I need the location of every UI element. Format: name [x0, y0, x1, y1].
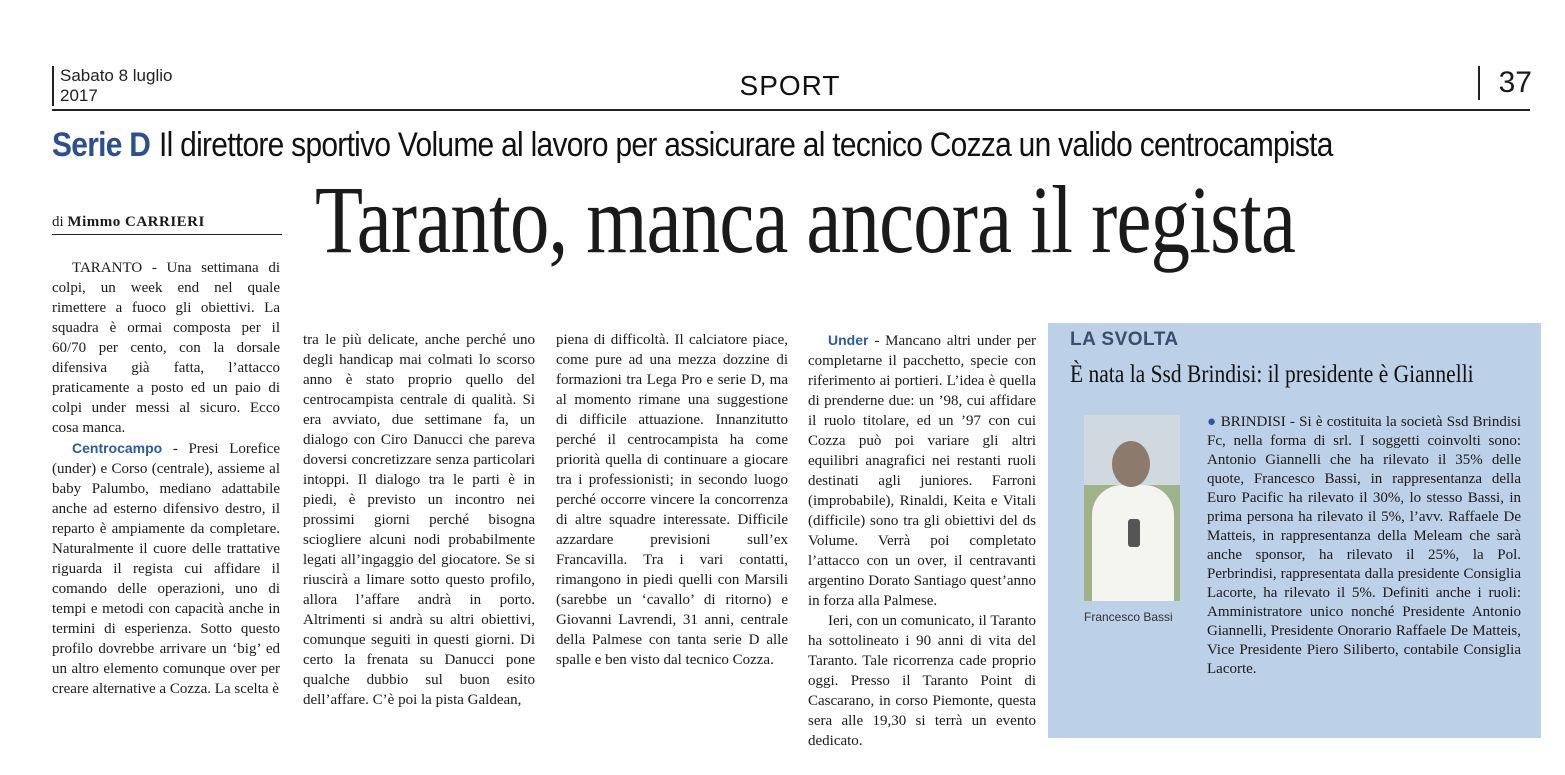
paragraph-2-text: - Presi Lorefice (under) e Corso (centrale), assieme al baby Palumbo, mediano adattabile anche ad esterno difensivo destro, il reparto è ampiamente da completare. Naturalmente il cuore delle trattative riguarda il regista cui affidare il comando delle operazioni, uno di tempi e metodi con capacità anche in termini di esperienza. Sotto questo profilo dovrebbe arrivare un ‘big’ ed un altro elemento comunque over per creare alternative a Cozza. La scelta è: [52, 441, 280, 697]
byline: [52, 214, 282, 235]
byline-prefix: di: [52, 214, 64, 230]
byline-author: Mimmo CARRIERI: [67, 214, 205, 230]
page-number: 37: [1478, 66, 1534, 100]
photo-caption: Francesco Bassi: [1084, 610, 1173, 624]
paragraph-4: Ieri, con un comunicato, il Taranto ha sottolineato i 90 anni di vita del Taranto. Tale ricorrenza cade proprio oggi. Presso il Taranto Point di Cascarano, in corso Piemonte, questa sera alle 19,30 si terrà un evento dedicato.: [808, 613, 1036, 749]
article-column-3: [556, 330, 788, 670]
paragraph-1: TARANTO - Una settimana di colpi, un week end nel quale rimettere a fuoco gli obiettivi. La squadra è ormai composta per il 60/70 per cento, con la dorsale difensiva già fatta, l’attacco praticamente a posto ed un paio di colpi under messi al sicuro. Ecco cosa manca.: [52, 260, 280, 436]
kicker-text: Il direttore sportivo Volume al lavoro per assicurare al tecnico Cozza un valido centrocampista: [158, 126, 1333, 164]
section-label: SPORT: [739, 70, 841, 101]
sidebar-title: È nata la Ssd Brindisi: il presidente è Giannelli: [1070, 361, 1474, 388]
subhead-under: Under: [828, 332, 869, 348]
kicker: [52, 126, 1363, 165]
section-title: [700, 70, 880, 102]
photo-sunglasses: [1128, 519, 1140, 547]
subhead-centrocampo: Centrocampo: [72, 440, 163, 456]
sidebar-label: LA SVOLTA: [1070, 329, 1179, 350]
sidebar-box: [1048, 323, 1541, 738]
header-rule: [52, 109, 1530, 111]
photo-head: [1112, 441, 1150, 487]
sidebar-body: [1207, 413, 1521, 679]
paragraph-2: [52, 438, 280, 699]
bullet-icon: ●: [1207, 414, 1217, 430]
sidebar-body-text: BRINDISI - Si è costituita la società Ssd Brindisi Fc, nella forma di srl. I soggetti coinvolti sono: Antonio Giannelli che ha rilevato il 35% delle quote, Francesco Bassi, in rappresentanza della Euro Pacific ha rilevato il 30%, lo stesso Bassi, in prima persona ha rilevato il 5%, l’avv. Raffaele De Matteis, in rappresentanza della Meleam che sarà anche sponsor, ha rilevato il 25%, la Pol. Perbrindisi, rappresentata dalla presidente Consiglia Lacorte, ha rilevato il 5%. Definiti anche i ruoli: Amministratore unico nonché Presidente Antonio Giannelli, Presidente Onorario Raffaele De Matteis, Vice Presidente Piero Siliberto, contabile Consiglia Lacorte.: [1207, 414, 1521, 677]
kicker-tag: Serie D: [52, 126, 151, 164]
article-column-4: [808, 330, 1036, 751]
date-line-1: Sabato 8 luglio: [60, 66, 173, 85]
date-line-2: 2017: [60, 86, 98, 105]
paragraph-2-continued: piena di difficoltà. Il calciatore piace, come pure ad una mezza dozzine di formazioni tra Lega Pro e serie D, ma al momento rimane una suggestione di difficile attuazione. Innanzitutto perché il centrocampista ha come priorità quella di continuare a giocare tra i professionisti; in secondo luogo perché occorre vincere la concorrenza di altre squadre interessate. Difficile azzardare previsioni sull’ex Francavilla. Tra i vari contatti, rimangono in piedi quelli con Marsili (sarebbe un ‘cavallo’ di ritorno) e Giovanni Lavrendi, 31 anni, centrale della Palmese con tanta serie D alle spalle e ben visto dal tecnico Cozza.: [556, 332, 788, 668]
headline: Taranto, manca ancora il regista: [315, 166, 1296, 273]
paragraph-3-text: - Mancano altri under per completarne il pacchetto, specie con riferimento ai portieri. L’idea è quella di prenderne due: un ’98, cui affidare il ruolo titolare, ed un ’97 con cui Cozza può poi variare gli altri equilibri anagrafici nei restanti ruoli destinati agli juniores. Farroni (improbabile), Rinaldi, Keita e Vitali (difficile) sono tra gli obiettivi del ds Volume. Verrà poi completato l’attacco con un over, il centravanti argentino Dorato Santiago quest’anno in forza alla Palmese.: [808, 333, 1036, 609]
article-column-1: [52, 258, 280, 699]
article-column-2: [303, 330, 535, 710]
paragraph-2-continued: tra le più delicate, anche perché uno degli handicap mai colmati lo scorso anno è stato proprio quello del centrocampista centrale di qualità. Si era avviato, due settimane fa, un dialogo con Ciro Danucci che pareva doversi concretizzare senza particolari intoppi. Il dialogo tra le parti è in piedi, è previsto un incontro nei prossimi giorni perché bisogna sciogliere alcuni nodi probabilmente legati all’ingaggio del giocatore. Se si riuscirà a limare sotto questo profilo, allora l’affare andrà in porto. Altrimenti si andrà su altri obiettivi, comunque seguiti in questi giorni. Di certo la frenata su Danucci pone qualche dubbio sul buon esito dell’affare. C’è poi la pista Galdean,: [303, 332, 535, 708]
date: [52, 66, 220, 106]
portrait-photo: [1084, 415, 1180, 601]
paragraph-3: [808, 330, 1036, 611]
